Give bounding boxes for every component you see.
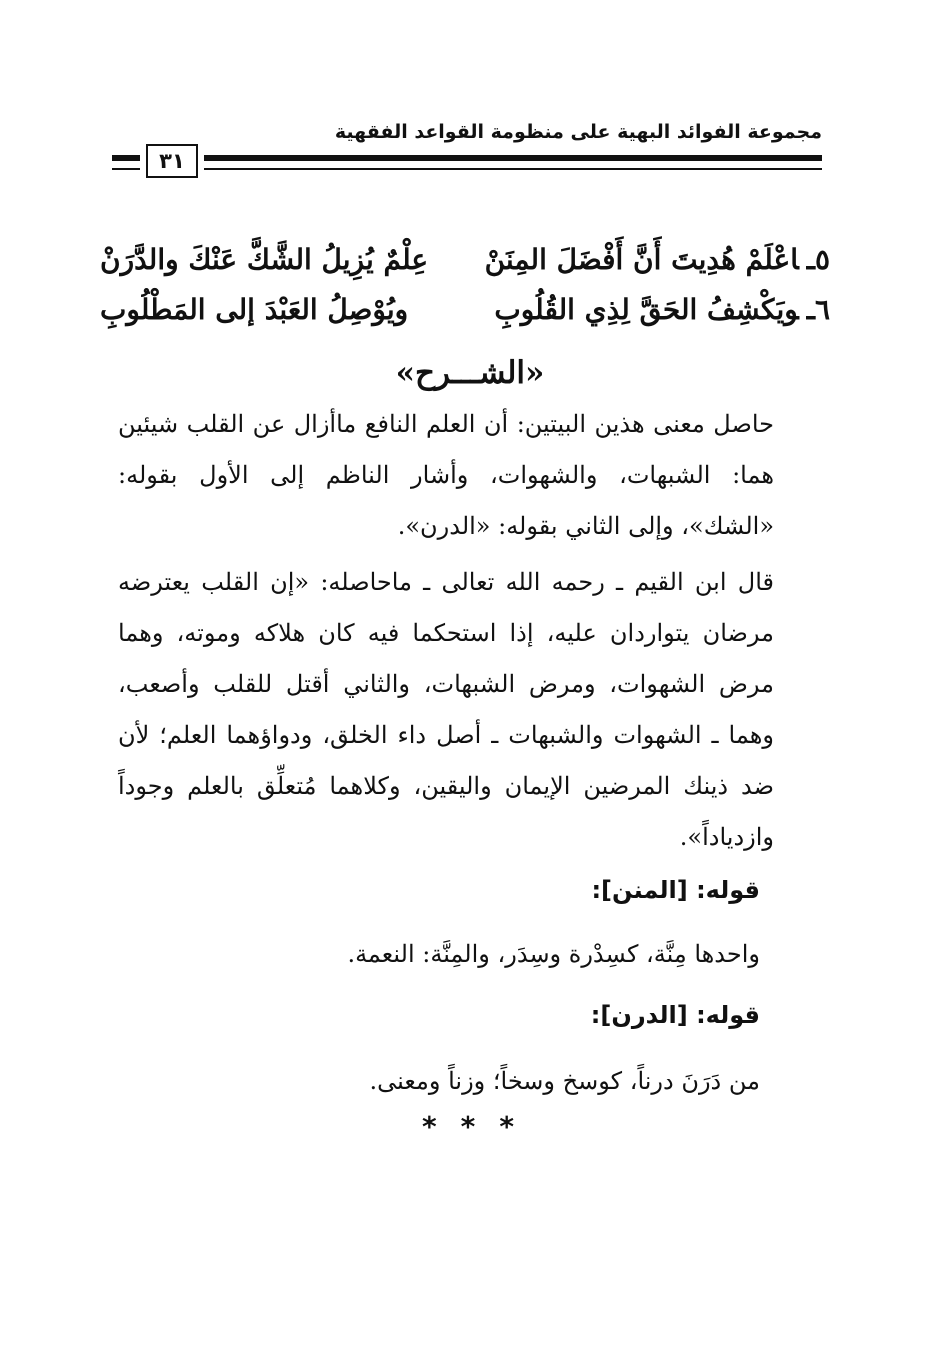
verse-5-number: ٥ـ — [806, 243, 830, 276]
verse-6 — [100, 284, 830, 336]
commentary-paragraph-1-text: حاصل معنى هذين البيتين: أن العلم النافع ماأزال عن القلب شيئين هما: الشبهات، والشهوات، وأشار الناظم إلى الأول بقوله: «الشك»، وإلى الثاني بقوله: «الدرن». — [118, 410, 774, 540]
note-text-daran: من دَرَنَ درناً، كوسخ وسخاً؛ وزناً ومعنى. — [369, 1067, 760, 1095]
verse-5-first-hemistich — [485, 234, 830, 286]
note-heading-daran: قوله: [الدرن]: — [590, 1001, 760, 1029]
verse-6-second-hemistich: ويُوْصِلُ العَبْدَ إلى المَطْلُوبِ — [100, 293, 409, 326]
commentary-paragraph-2-text: قال ابن القيم ـ رحمه الله تعالى ـ ماحاصله: «إن القلب يعترضه مرضان يتواردان عليه، إذا استحكما فيه كان هلاكه وموته، وهما مرض الشهوات، ومرض الشبهات، والثاني أقتل للقلب وأصعب، وهما ـ الشهوات والشبهات ـ أصل داء الخلق، ودواؤهما العلم؛ لأن ضد ذينك المرضين الإيمان واليقين، وكلاهما مُتعلِّق بالعلم وجوداً وازدياداً». — [118, 568, 774, 851]
page-number-box: ٣١ — [146, 144, 198, 178]
verse-5-first-text: اعْلَمْ هُدِيتَ أَنَّ أَفْضَلَ المِنَنْ — [484, 243, 799, 276]
commentary-paragraph-2 — [118, 557, 836, 863]
verse-6-first-hemistich — [494, 284, 830, 336]
verse-5 — [100, 234, 830, 286]
commentary-heading: «الشـــرح» — [395, 355, 545, 391]
verse-6-number: ٦ـ — [806, 293, 830, 326]
commentary-paragraph-1 — [118, 399, 836, 552]
header-rule-thin — [204, 168, 822, 170]
note-heading-minan: قوله: [المنن]: — [591, 876, 760, 904]
running-header-title: مجموعة الفوائد البهية على منظومة القواعد الفقهية — [334, 121, 822, 143]
header-rule-thick — [204, 155, 822, 161]
header-rule-left-thin — [112, 168, 140, 170]
header-rule-left-thick — [112, 155, 140, 161]
verse-6-first-text: ويَكْشِفُ الحَقَّ لِذِي القُلُوبِ — [494, 293, 799, 326]
verse-5-second-hemistich: عِلْمٌ يُزِيلُ الشَّكَّ عَنْكَ والدَّرَنْ — [100, 243, 429, 276]
section-separator-asterisks: *** — [422, 1110, 538, 1143]
note-text-minan: واحدها مِنَّة، كسِدْرة وسِدَر، والمِنَّة: النعمة. — [347, 940, 760, 968]
